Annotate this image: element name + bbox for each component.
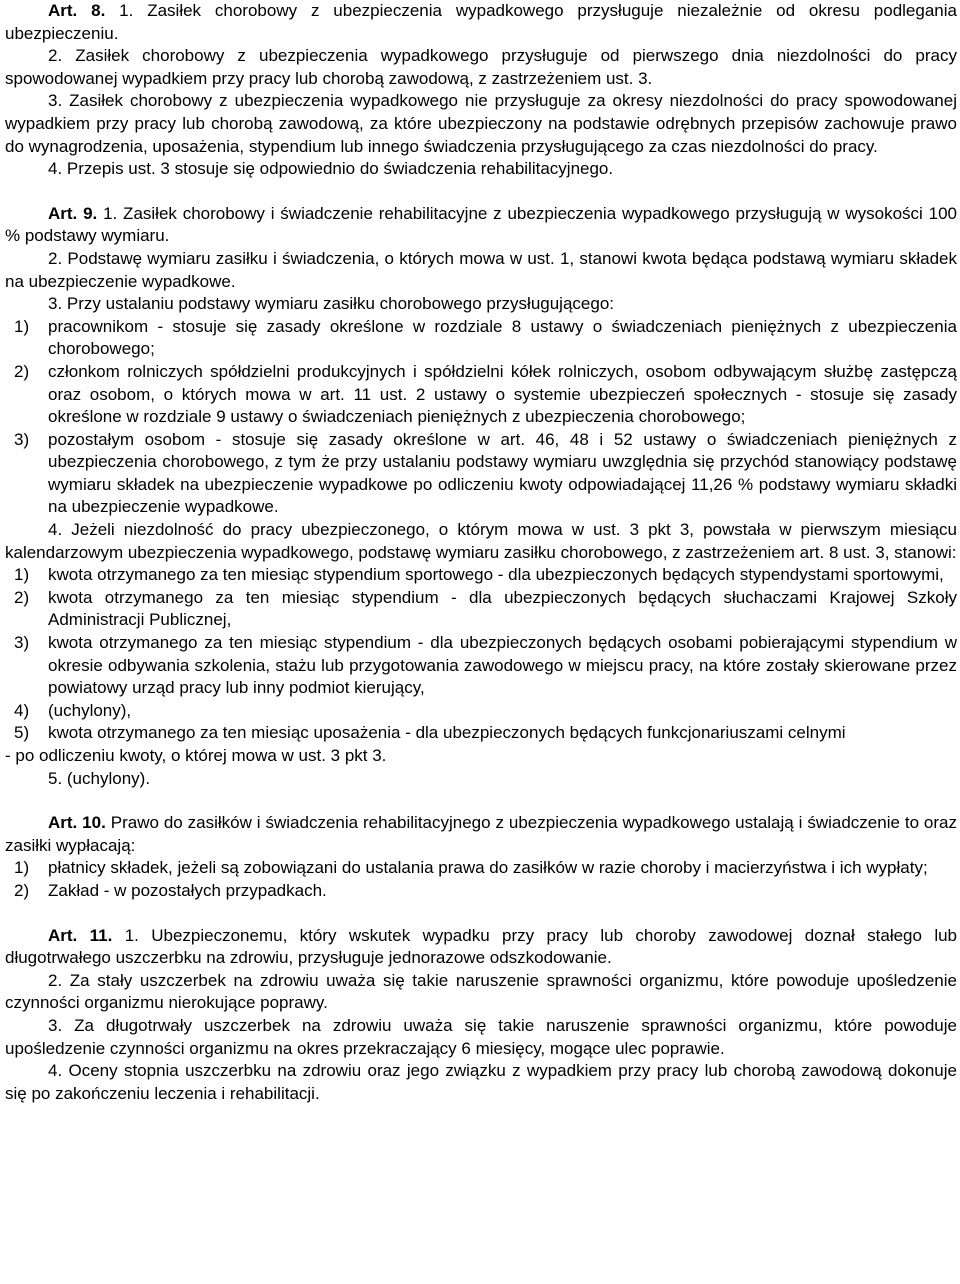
list-item bbox=[5, 564, 957, 587]
art8-para-3: 3. Zasiłek chorobowy z ubezpieczenia wypadkowego nie przysługuje za okresy niezdolności do pracy spowodowanej wypadkiem przy pracy lub chorobą zawodową, za które ubezpieczony na podstawie odrębnych przepisów zachowuje prawo do wynagrodzenia, uposażenia, stypendium lub innego świadczenia przysługującego za czas niezdolności do pracy. bbox=[5, 91, 957, 156]
list-item-text: kwota otrzymanego za ten miesiąc stypendium - dla ubezpieczonych będących osobami pobierającymi stypendium w okresie odbywania szkolenia, stażu lub przygotowania zawodowego w miejscu pracy, na które zostały skierowane przez powiatowy urząd pracy lub inny podmiot kierujący, bbox=[48, 633, 957, 698]
art9-para-5: 5. (uchylony). bbox=[48, 768, 151, 788]
list-item-text: płatnicy składek, jeżeli są zobowiązani do ustalania prawa do zasiłków w razie choroby i macierzyństwa i ich wypłaty; bbox=[48, 858, 928, 878]
list-item bbox=[5, 361, 957, 429]
list-item-number: 1) bbox=[14, 565, 30, 585]
art8-para-1-text: 1. Zasiłek chorobowy z ubezpieczenia wypadkowego przysługuje niezależnie od okresu podlegania ubezpieczeniu. bbox=[5, 1, 957, 43]
art9-para-4: 4. Jeżeli niezdolność do pracy ubezpieczonego, o którym mowa w ust. 3 pkt 3, powstała w pierwszym miesiącu kalendarzowym ubezpieczenia wypadkowego, podstawę wymiaru zasiłku chorobowego, z zastrzeżeniem art. 8 ust. 3, stanowi: bbox=[5, 520, 957, 562]
art9-para-1 bbox=[5, 203, 957, 248]
art11-heading: Art. 11. bbox=[48, 925, 113, 945]
list-item bbox=[5, 722, 957, 745]
art10-heading: Art. 10. bbox=[48, 813, 106, 833]
list-item bbox=[5, 857, 957, 880]
list-item-text: Zakład - w pozostałych przypadkach. bbox=[48, 880, 327, 900]
list-item-number: 4) bbox=[14, 700, 30, 720]
list-item-text: członkom rolniczych spółdzielni produkcyjnych i spółdzielni kółek rolniczych, osobom odbywającym służbę zastępczą oraz osobom, o których mowa w art. 11 ust. 2 ustawy o systemie ubezpieczeń społecznych - stosuje się zasady określone w rozdziale 9 ustawy o świadczeniach pieniężnych z ubezpieczenia chorobowego; bbox=[48, 361, 957, 427]
art11-para-1-text: 1. Ubezpieczonemu, który wskutek wypadku przy pracy lub choroby zawodowej doznał stałego lub długotrwałego uszczerbku na zdrowiu, przysługuje jednorazowe odszkodowanie. bbox=[5, 925, 958, 968]
list-item-text: kwota otrzymanego za ten miesiąc uposażenia - dla ubezpieczonych będących funkcjonariuszami celnymi bbox=[48, 723, 846, 743]
list-item-number: 3) bbox=[14, 633, 30, 653]
list-item-text: kwota otrzymanego za ten miesiąc stypendium - dla ubezpieczonych będących słuchaczami Krajowej Szkoły Administracji Publicznej, bbox=[48, 587, 957, 630]
art9-heading: Art. 9. bbox=[48, 203, 98, 223]
list-item bbox=[5, 429, 957, 519]
list-item-number: 3) bbox=[14, 429, 30, 449]
art9-para-3: 3. Przy ustalaniu podstawy wymiaru zasiłku chorobowego przysługującego: bbox=[48, 294, 615, 314]
art9-para-2: 2. Podstawę wymiaru zasiłku i świadczenia, o których mowa w ust. 1, stanowi kwota będąca podstawą wymiaru składek na ubezpieczenie wypadkowe. bbox=[5, 248, 957, 291]
art11-para-2: 2. Za stały uszczerbek na zdrowiu uważa się takie naruszenie sprawności organizmu, które powoduje upośledzenie czynności organizmu nierokujące poprawy. bbox=[5, 970, 957, 1013]
list-item bbox=[5, 700, 957, 723]
list-item-number: 1) bbox=[14, 858, 30, 878]
list-item-number: 5) bbox=[14, 723, 30, 743]
section-spacer bbox=[5, 790, 957, 812]
document-page bbox=[5, 0, 957, 1105]
list-item bbox=[5, 632, 957, 700]
art8-para-2: 2. Zasiłek chorobowy z ubezpieczenia wypadkowego przysługuje od pierwszego dnia niezdolności do pracy spowodowanej wypadkiem przy pracy lub chorobą zawodową, z zastrzeżeniem ust. 3. bbox=[5, 46, 957, 88]
list-item bbox=[5, 316, 957, 361]
art8-para-4: 4. Przepis ust. 3 stosuje się odpowiednio do świadczenia rehabilitacyjnego. bbox=[48, 159, 614, 179]
art11-para-3: 3. Za długotrwały uszczerbek na zdrowiu uważa się takie naruszenie sprawności organizmu, które powoduje upośledzenie czynności organizmu na okres przekraczający 6 miesięcy, mogące ulec poprawie. bbox=[5, 1015, 957, 1058]
list-item-number: 2) bbox=[14, 880, 30, 900]
art9-para-1-text: 1. Zasiłek chorobowy i świadczenie rehabilitacyjne z ubezpieczenia wypadkowego przysługują w wysokości 100 % podstawy wymiaru. bbox=[5, 203, 957, 246]
section-spacer bbox=[5, 903, 957, 925]
art8-para-1 bbox=[5, 0, 957, 45]
art8-heading: Art. 8. bbox=[48, 1, 106, 20]
art11-para-4: 4. Oceny stopnia uszczerbku na zdrowiu oraz jego związku z wypadkiem przy pracy lub chorobą zawodową dokonuje się po zakończeniu leczenia i rehabilitacji. bbox=[5, 1061, 957, 1103]
list-item-number: 2) bbox=[14, 587, 30, 607]
list-item-text: pozostałym osobom - stosuje się zasady określone w art. 46, 48 i 52 ustawy o świadczeniach pieniężnych z ubezpieczenia chorobowego, z tym że przy ustalaniu podstawy wymiaru uwzględnia się przychód stanowiący podstawę wymiaru składek na ubezpieczenie wypadkowe po odliczeniu kwoty odpowiadającej 11,26 % podstawy wymiaru składki na ubezpieczenie wypadkowe. bbox=[48, 429, 957, 517]
list-item-number: 2) bbox=[14, 361, 30, 381]
art10-para-1 bbox=[5, 812, 957, 857]
list-item-text: pracownikom - stosuje się zasady określone w rozdziale 8 ustawy o świadczeniach pieniężnych z ubezpieczenia chorobowego; bbox=[48, 316, 957, 359]
art11-para-1 bbox=[5, 925, 957, 970]
list-item-number: 1) bbox=[14, 316, 30, 336]
list-item-text: kwota otrzymanego za ten miesiąc stypendium sportowego - dla ubezpieczonych będących stypendystami sportowymi, bbox=[48, 565, 944, 585]
section-spacer bbox=[5, 181, 957, 203]
art9-para-4-tail: - po odliczeniu kwoty, o której mowa w ust. 3 pkt 3. bbox=[5, 746, 387, 765]
list-item bbox=[5, 880, 957, 903]
art10-para-1-text: Prawo do zasiłków i świadczenia rehabilitacyjnego z ubezpieczenia wypadkowego ustalają i świadczenie to oraz zasiłki wypłacają: bbox=[5, 813, 957, 855]
list-item-text: (uchylony), bbox=[48, 700, 132, 720]
list-item bbox=[5, 587, 957, 632]
